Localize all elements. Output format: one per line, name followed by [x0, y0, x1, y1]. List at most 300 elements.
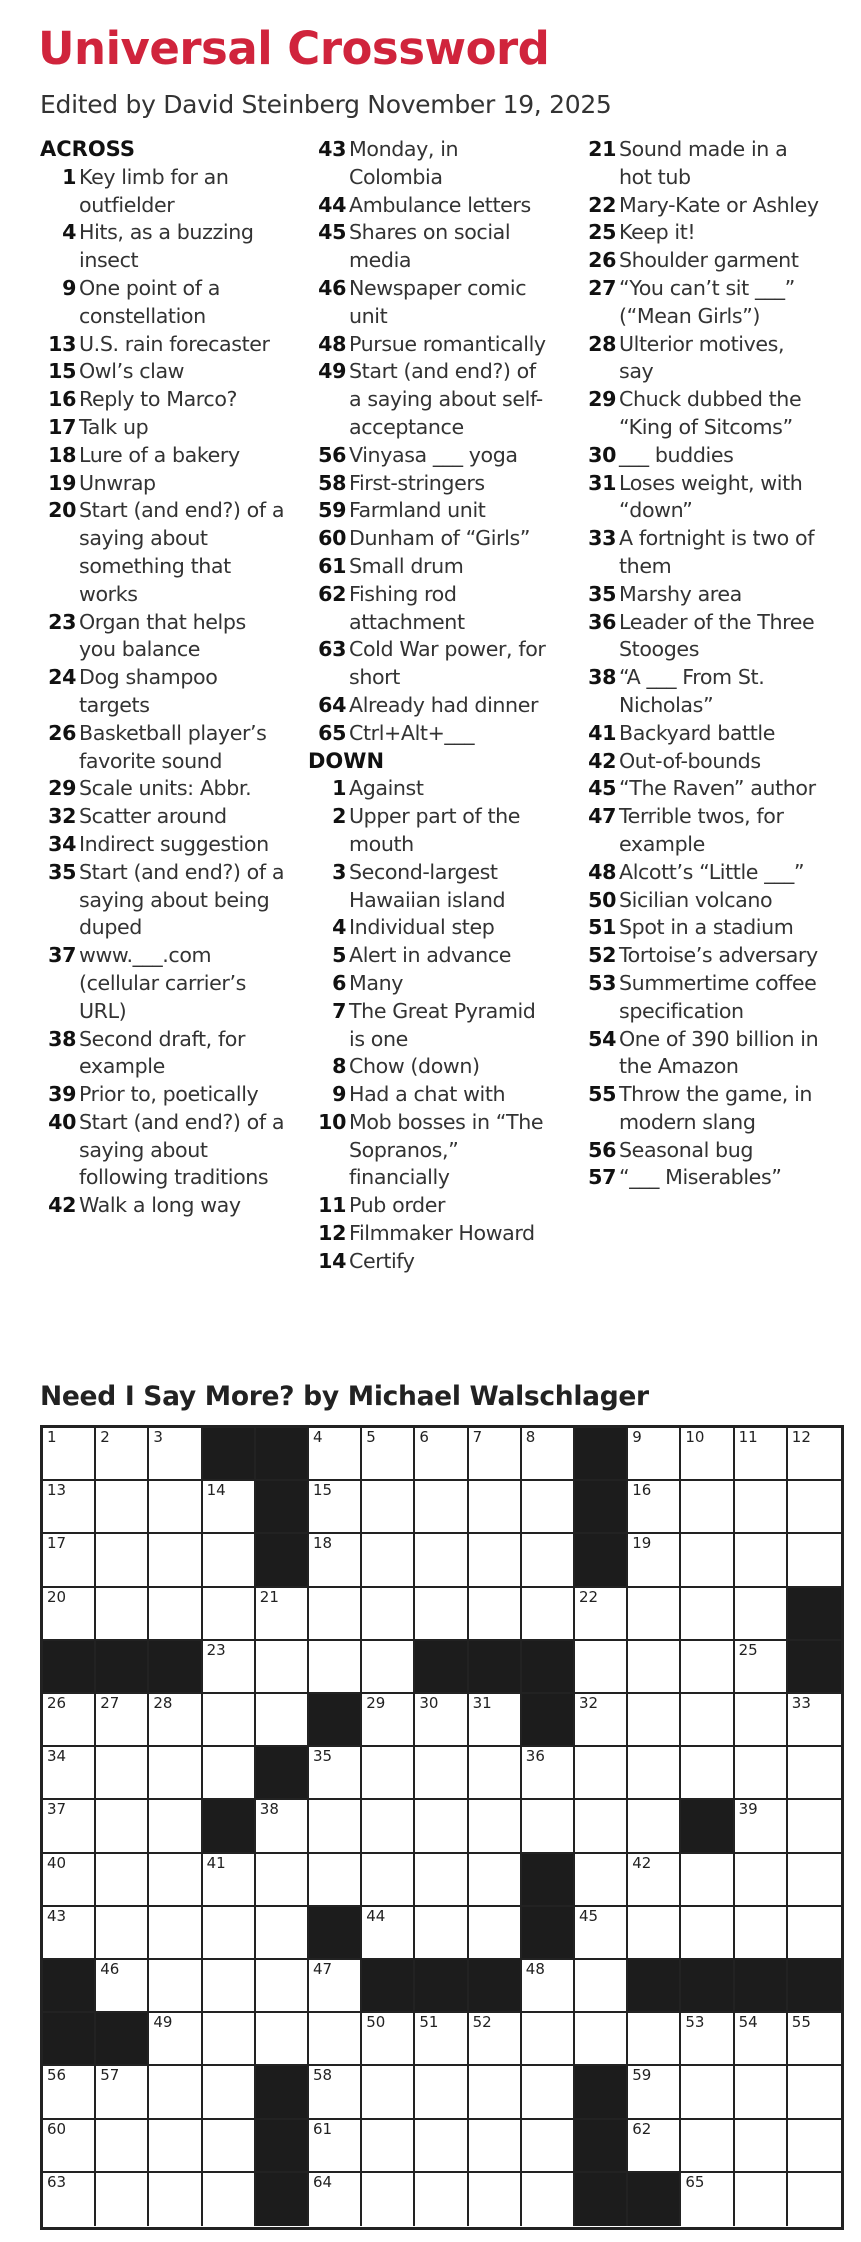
grid-cell[interactable]	[309, 1800, 362, 1853]
grid-cell[interactable]	[735, 1907, 788, 1960]
clue-number: 10	[318, 1109, 346, 1134]
clue-text: Upper part of the mouth	[349, 804, 521, 856]
grid-cell[interactable]	[681, 2120, 734, 2173]
grid-cell[interactable]	[628, 2066, 681, 2119]
clue-column-3	[578, 136, 823, 1192]
grid-cell[interactable]	[256, 2013, 309, 2066]
grid-cell[interactable]	[203, 1534, 256, 1587]
grid-cell[interactable]	[43, 1481, 96, 1534]
down-clue-10	[308, 1109, 553, 1192]
clue-text: Start (and end?) of a saying about something that works	[79, 498, 285, 606]
grid-cell[interactable]	[681, 2066, 734, 2119]
grid-cell[interactable]	[681, 1481, 734, 1534]
grid-cell[interactable]	[362, 2013, 415, 2066]
grid-cell[interactable]	[149, 1747, 202, 1800]
down-clue-45	[578, 775, 823, 803]
grid-cell[interactable]	[735, 1747, 788, 1800]
grid-cell[interactable]	[469, 2120, 522, 2173]
grid-cell[interactable]	[469, 1428, 522, 1481]
grid-cell[interactable]	[628, 2013, 681, 2066]
grid-cell[interactable]	[735, 2173, 788, 2226]
grid-cell[interactable]	[415, 2066, 468, 2119]
grid-cell[interactable]	[203, 1694, 256, 1747]
clue-number: 9	[62, 275, 76, 300]
grid-cell[interactable]	[362, 1907, 415, 1960]
clue-number: 31	[588, 470, 616, 495]
grid-cell[interactable]	[203, 1907, 256, 1960]
grid-cell[interactable]	[575, 1854, 628, 1907]
across-clue-35	[40, 859, 285, 942]
across-clue-58	[308, 470, 553, 498]
grid-cell[interactable]	[43, 2066, 96, 2119]
grid-cell[interactable]	[788, 1481, 841, 1534]
grid-cell[interactable]	[681, 1428, 734, 1481]
clue-text: Certify	[349, 1248, 415, 1273]
down-clue-33	[578, 525, 823, 581]
grid-cell[interactable]	[256, 1694, 309, 1747]
grid-cell[interactable]	[735, 2120, 788, 2173]
grid-cell[interactable]	[309, 2066, 362, 2119]
grid-cell[interactable]	[469, 2066, 522, 2119]
grid-cell[interactable]	[788, 1694, 841, 1747]
grid-cell[interactable]	[149, 1428, 202, 1481]
grid-cell[interactable]	[43, 1534, 96, 1587]
black-square	[681, 1960, 734, 2013]
clue-text: “___ Miserables”	[619, 1165, 782, 1190]
clue-text: Pursue romantically	[349, 331, 546, 356]
grid-cell[interactable]	[256, 1588, 309, 1641]
grid-cell[interactable]	[469, 1854, 522, 1907]
grid-cell[interactable]	[415, 1481, 468, 1534]
grid-cell[interactable]	[788, 2173, 841, 2226]
grid-cell[interactable]	[735, 2066, 788, 2119]
grid-cell[interactable]	[362, 1641, 415, 1694]
grid-cell[interactable]	[575, 1907, 628, 1960]
grid-cell[interactable]	[309, 2120, 362, 2173]
grid-cell[interactable]	[469, 2013, 522, 2066]
grid-cell[interactable]	[681, 1534, 734, 1587]
grid-cell[interactable]	[309, 1960, 362, 2013]
grid-cell[interactable]	[469, 1694, 522, 1747]
grid-cell[interactable]	[522, 1534, 575, 1587]
grid-cell[interactable]	[309, 1428, 362, 1481]
clue-number: 33	[588, 526, 616, 551]
cell-number: 33	[791, 1694, 811, 1712]
clue-number: 3	[332, 859, 346, 884]
grid-cell[interactable]	[43, 1907, 96, 1960]
grid-cell[interactable]	[628, 1481, 681, 1534]
across-clue-44	[308, 192, 553, 220]
clue-text: Many	[349, 970, 404, 995]
grid-cell[interactable]	[149, 1854, 202, 1907]
grid-cell[interactable]	[203, 1747, 256, 1800]
grid-cell[interactable]	[681, 1694, 734, 1747]
clue-number: 29	[588, 387, 616, 412]
grid-cell[interactable]	[415, 1747, 468, 1800]
grid-cell[interactable]	[681, 1854, 734, 1907]
grid-cell[interactable]	[788, 1747, 841, 1800]
cell-number: 60	[47, 2119, 67, 2138]
grid-cell[interactable]	[628, 1854, 681, 1907]
cell-number: 52	[472, 2013, 492, 2032]
black-square	[203, 1800, 256, 1853]
clue-text: Alcott’s “Little ___”	[619, 859, 805, 884]
grid-cell[interactable]	[575, 1694, 628, 1747]
grid-cell[interactable]	[43, 1694, 96, 1747]
black-square	[628, 1960, 681, 2013]
grid-cell[interactable]	[96, 1481, 149, 1534]
clue-text: Walk a long way	[79, 1193, 241, 1218]
cell-number: 29	[366, 1694, 386, 1712]
grid-cell[interactable]	[469, 1534, 522, 1587]
grid-cell[interactable]	[788, 1534, 841, 1587]
grid-cell[interactable]	[469, 1481, 522, 1534]
grid-cell[interactable]	[735, 1534, 788, 1587]
grid-cell[interactable]	[415, 1854, 468, 1907]
grid-cell[interactable]	[256, 1854, 309, 1907]
across-clue-20	[40, 497, 285, 608]
grid-cell[interactable]	[788, 1907, 841, 1960]
cell-number: 36	[525, 1747, 545, 1766]
grid-cell[interactable]	[415, 1907, 468, 1960]
grid-cell[interactable]	[96, 2066, 149, 2119]
across-clue-56	[308, 442, 553, 470]
down-clue-14	[308, 1248, 553, 1276]
clue-number: 54	[588, 1026, 616, 1051]
clue-text: Shares on social media	[349, 220, 511, 273]
grid-cell[interactable]	[415, 2013, 468, 2066]
grid-cell[interactable]	[362, 1800, 415, 1853]
clue-text: Already had dinner	[349, 692, 539, 717]
grid-cell[interactable]	[788, 2120, 841, 2173]
grid-cell[interactable]	[149, 2013, 202, 2066]
grid-cell[interactable]	[575, 1747, 628, 1800]
cell-number: 37	[47, 1800, 67, 1819]
grid-cell[interactable]	[149, 1588, 202, 1641]
grid-cell[interactable]	[788, 2013, 841, 2066]
grid-cell[interactable]	[203, 2173, 256, 2226]
grid-cell[interactable]	[681, 2173, 734, 2226]
grid-cell[interactable]	[149, 1481, 202, 1534]
clue-number: 11	[318, 1193, 346, 1218]
grid-cell[interactable]	[628, 1907, 681, 1960]
grid-cell[interactable]	[96, 1747, 149, 1800]
grid-cell[interactable]	[522, 1481, 575, 1534]
grid-cell[interactable]	[362, 1428, 415, 1481]
grid-cell[interactable]	[43, 1854, 96, 1907]
grid-cell[interactable]	[415, 1428, 468, 1481]
clue-number: 63	[318, 637, 346, 662]
down-clue-28	[578, 331, 823, 387]
grid-cell[interactable]	[522, 1747, 575, 1800]
across-clue-23	[40, 609, 285, 665]
grid-cell[interactable]	[522, 1800, 575, 1853]
cell-number: 56	[47, 2066, 67, 2085]
grid-cell[interactable]	[256, 1907, 309, 1960]
grid-cell[interactable]	[681, 2013, 734, 2066]
grid-cell[interactable]	[362, 1854, 415, 1907]
grid-cell[interactable]	[469, 1588, 522, 1641]
grid-cell[interactable]	[43, 1747, 96, 1800]
grid-cell[interactable]	[681, 1588, 734, 1641]
grid-cell[interactable]	[96, 2173, 149, 2226]
cell-number: 65	[685, 2172, 705, 2191]
grid-cell[interactable]	[575, 2013, 628, 2066]
grid-cell[interactable]	[203, 2120, 256, 2173]
cell-number: 62	[632, 2119, 652, 2138]
grid-cell[interactable]	[96, 1960, 149, 2013]
across-clue-59	[308, 497, 553, 525]
cell-number: 27	[100, 1694, 120, 1712]
grid-cell[interactable]	[788, 1854, 841, 1907]
grid-cell[interactable]	[96, 1534, 149, 1587]
cell-number: 18	[313, 1534, 333, 1553]
grid-cell[interactable]	[203, 1481, 256, 1534]
grid-cell[interactable]	[628, 1694, 681, 1747]
clue-text: Chow (down)	[349, 1054, 480, 1079]
grid-cell[interactable]	[96, 1588, 149, 1641]
grid-cell[interactable]	[628, 1534, 681, 1587]
grid-cell[interactable]	[362, 2173, 415, 2226]
grid-cell[interactable]	[628, 2120, 681, 2173]
grid-cell[interactable]	[309, 2013, 362, 2066]
grid-cell[interactable]	[522, 1428, 575, 1481]
clue-text: The Great Pyramid is one	[349, 998, 536, 1051]
grid-cell[interactable]	[149, 1694, 202, 1747]
grid-cell[interactable]	[415, 1800, 468, 1853]
grid-cell[interactable]	[681, 1747, 734, 1800]
down-clue-48	[578, 859, 823, 887]
grid-cell[interactable]	[309, 1481, 362, 1534]
grid-cell[interactable]	[628, 1747, 681, 1800]
clue-number: 18	[48, 442, 76, 467]
clue-text: Reply to Marco?	[79, 387, 238, 412]
grid-cell[interactable]	[628, 1641, 681, 1694]
clue-text: “A ___ From St. Nicholas”	[619, 665, 765, 717]
grid-cell[interactable]	[575, 1588, 628, 1641]
grid-cell[interactable]	[362, 2066, 415, 2119]
clue-text: First-stringers	[349, 470, 485, 495]
grid-cell[interactable]	[96, 1800, 149, 1853]
clue-text: Throw the game, in modern slang	[619, 1082, 813, 1134]
across-clue-13	[40, 331, 285, 359]
clue-number: 38	[48, 1026, 76, 1051]
clue-text: Backyard battle	[619, 720, 776, 745]
grid-cell[interactable]	[735, 2013, 788, 2066]
across-clue-39	[40, 1081, 285, 1109]
cell-number: 58	[313, 2066, 333, 2085]
grid-cell[interactable]	[149, 1960, 202, 2013]
grid-cell[interactable]	[522, 2013, 575, 2066]
grid-cell[interactable]	[522, 1588, 575, 1641]
grid-cell[interactable]	[203, 2013, 256, 2066]
clue-number: 40	[48, 1109, 76, 1134]
grid-cell[interactable]	[203, 1588, 256, 1641]
down-clue-8	[308, 1053, 553, 1081]
down-clue-51	[578, 914, 823, 942]
grid-cell[interactable]	[96, 1694, 149, 1747]
grid-cell[interactable]	[575, 1960, 628, 2013]
grid-cell[interactable]	[149, 1907, 202, 1960]
grid-cell[interactable]	[415, 1694, 468, 1747]
grid-cell[interactable]	[149, 2173, 202, 2226]
across-clue-61	[308, 553, 553, 581]
puzzle-title: Need I Say More? by Michael Walschlager	[40, 1381, 649, 1412]
clue-text: Marshy area	[619, 581, 742, 606]
grid-cell[interactable]	[575, 1641, 628, 1694]
clue-number: 4	[332, 915, 346, 940]
grid-cell[interactable]	[522, 2120, 575, 2173]
clue-text: Ambulance letters	[349, 192, 531, 217]
clue-text: “You can’t sit ___” (“Mean Girls”)	[619, 275, 795, 328]
grid-cell[interactable]	[203, 1641, 256, 1694]
clue-number: 29	[48, 776, 76, 801]
down-clue-57	[578, 1164, 823, 1192]
grid-cell[interactable]	[362, 1588, 415, 1641]
clue-text: Cold War power, for short	[349, 637, 546, 690]
grid-cell[interactable]	[362, 1747, 415, 1800]
grid-cell[interactable]	[43, 1800, 96, 1853]
down-clue-26	[578, 247, 823, 275]
clue-text: Mary-Kate or Ashley	[619, 192, 819, 217]
down-clue-4	[308, 914, 553, 942]
black-square	[149, 1641, 202, 1694]
grid-cell[interactable]	[43, 1428, 96, 1481]
clue-text: Lure of a bakery	[79, 442, 240, 467]
grid-cell[interactable]	[149, 2120, 202, 2173]
black-square	[415, 1960, 468, 2013]
grid-cell[interactable]	[469, 2173, 522, 2226]
grid-cell[interactable]	[681, 1641, 734, 1694]
grid-cell[interactable]	[203, 1960, 256, 2013]
grid-cell[interactable]	[735, 1588, 788, 1641]
grid-cell[interactable]	[415, 2173, 468, 2226]
clue-number: 26	[48, 720, 76, 745]
clue-number: 16	[48, 387, 76, 412]
grid-cell[interactable]	[628, 1428, 681, 1481]
grid-cell[interactable]	[522, 1960, 575, 2013]
grid-cell[interactable]	[256, 1800, 309, 1853]
grid-cell[interactable]	[415, 2120, 468, 2173]
grid-cell[interactable]	[415, 1588, 468, 1641]
grid-cell[interactable]	[681, 1907, 734, 1960]
grid-cell[interactable]	[309, 2173, 362, 2226]
grid-cell[interactable]	[43, 2173, 96, 2226]
grid-cell[interactable]	[149, 1534, 202, 1587]
grid-cell[interactable]	[788, 1800, 841, 1853]
clue-number: 22	[588, 192, 616, 217]
clue-text: ___ buddies	[619, 442, 734, 467]
black-square	[522, 1694, 575, 1747]
grid-cell[interactable]	[149, 2066, 202, 2119]
clue-text: Shoulder garment	[619, 248, 799, 273]
clue-column-1	[40, 136, 285, 1220]
grid-cell[interactable]	[628, 1588, 681, 1641]
grid-cell[interactable]	[522, 2173, 575, 2226]
grid-cell[interactable]	[788, 2066, 841, 2119]
across-clue-65	[308, 720, 553, 748]
black-square	[522, 1854, 575, 1907]
grid-cell[interactable]	[309, 1588, 362, 1641]
grid-cell[interactable]	[362, 2120, 415, 2173]
grid-cell[interactable]	[96, 1854, 149, 1907]
grid-cell[interactable]	[96, 1428, 149, 1481]
grid-cell[interactable]	[362, 1481, 415, 1534]
grid-cell[interactable]	[735, 1481, 788, 1534]
grid-cell[interactable]	[735, 1694, 788, 1747]
grid-cell[interactable]	[735, 1854, 788, 1907]
clue-number: 48	[588, 859, 616, 884]
cell-number: 61	[313, 2119, 333, 2138]
grid-cell[interactable]	[415, 1534, 468, 1587]
cell-number: 45	[579, 1906, 599, 1925]
grid-cell[interactable]	[469, 1747, 522, 1800]
clue-number: 42	[48, 1193, 76, 1218]
grid-cell[interactable]	[309, 1747, 362, 1800]
cell-number: 43	[47, 1906, 67, 1925]
grid-cell[interactable]	[362, 1534, 415, 1587]
clue-number: 51	[588, 915, 616, 940]
grid-cell[interactable]	[256, 1641, 309, 1694]
clue-text: Unwrap	[79, 470, 156, 495]
cell-number: 11	[738, 1428, 758, 1446]
cell-number: 46	[100, 1960, 120, 1978]
black-square	[43, 1960, 96, 2013]
grid-cell[interactable]	[735, 1428, 788, 1481]
clue-number: 24	[48, 665, 76, 690]
black-square	[256, 1428, 309, 1481]
down-clue-36	[578, 609, 823, 665]
grid-cell[interactable]	[575, 1800, 628, 1853]
grid-cell[interactable]	[203, 1854, 256, 1907]
clue-text: Monday, in Colombia	[349, 137, 459, 189]
black-square	[362, 1960, 415, 2013]
grid-cell[interactable]	[628, 1800, 681, 1853]
clue-text: Filmmaker Howard	[349, 1221, 535, 1246]
grid-cell[interactable]	[469, 1907, 522, 1960]
across-clue-48	[308, 331, 553, 359]
grid-cell[interactable]	[788, 1428, 841, 1481]
grid-cell[interactable]	[43, 1588, 96, 1641]
across-clue-40	[40, 1109, 285, 1192]
grid-cell[interactable]	[735, 1641, 788, 1694]
grid-cell[interactable]	[362, 1694, 415, 1747]
down-clue-7	[308, 998, 553, 1054]
grid-cell[interactable]	[43, 2120, 96, 2173]
grid-cell[interactable]	[203, 2066, 256, 2119]
clue-text: U.S. rain forecaster	[79, 331, 270, 356]
grid-cell[interactable]	[735, 1800, 788, 1853]
down-clue-52	[578, 942, 823, 970]
black-square	[309, 1907, 362, 1960]
grid-cell[interactable]	[309, 1854, 362, 1907]
grid-cell[interactable]	[309, 1641, 362, 1694]
black-square	[735, 1960, 788, 2013]
clue-number: 7	[332, 998, 346, 1023]
clue-text: Second-largest Hawaiian island	[349, 859, 506, 912]
down-clue-1	[308, 775, 553, 803]
clue-text: Summertime coffee specification	[619, 970, 817, 1023]
grid-cell[interactable]	[522, 2066, 575, 2119]
clue-number: 5	[332, 943, 346, 968]
grid-cell[interactable]	[469, 1800, 522, 1853]
grid-cell[interactable]	[96, 1907, 149, 1960]
grid-cell[interactable]	[256, 1960, 309, 2013]
clue-text: Terrible twos, for example	[619, 804, 784, 856]
grid-cell[interactable]	[149, 1800, 202, 1853]
grid-cell[interactable]	[309, 1534, 362, 1587]
grid-cell[interactable]	[96, 2120, 149, 2173]
